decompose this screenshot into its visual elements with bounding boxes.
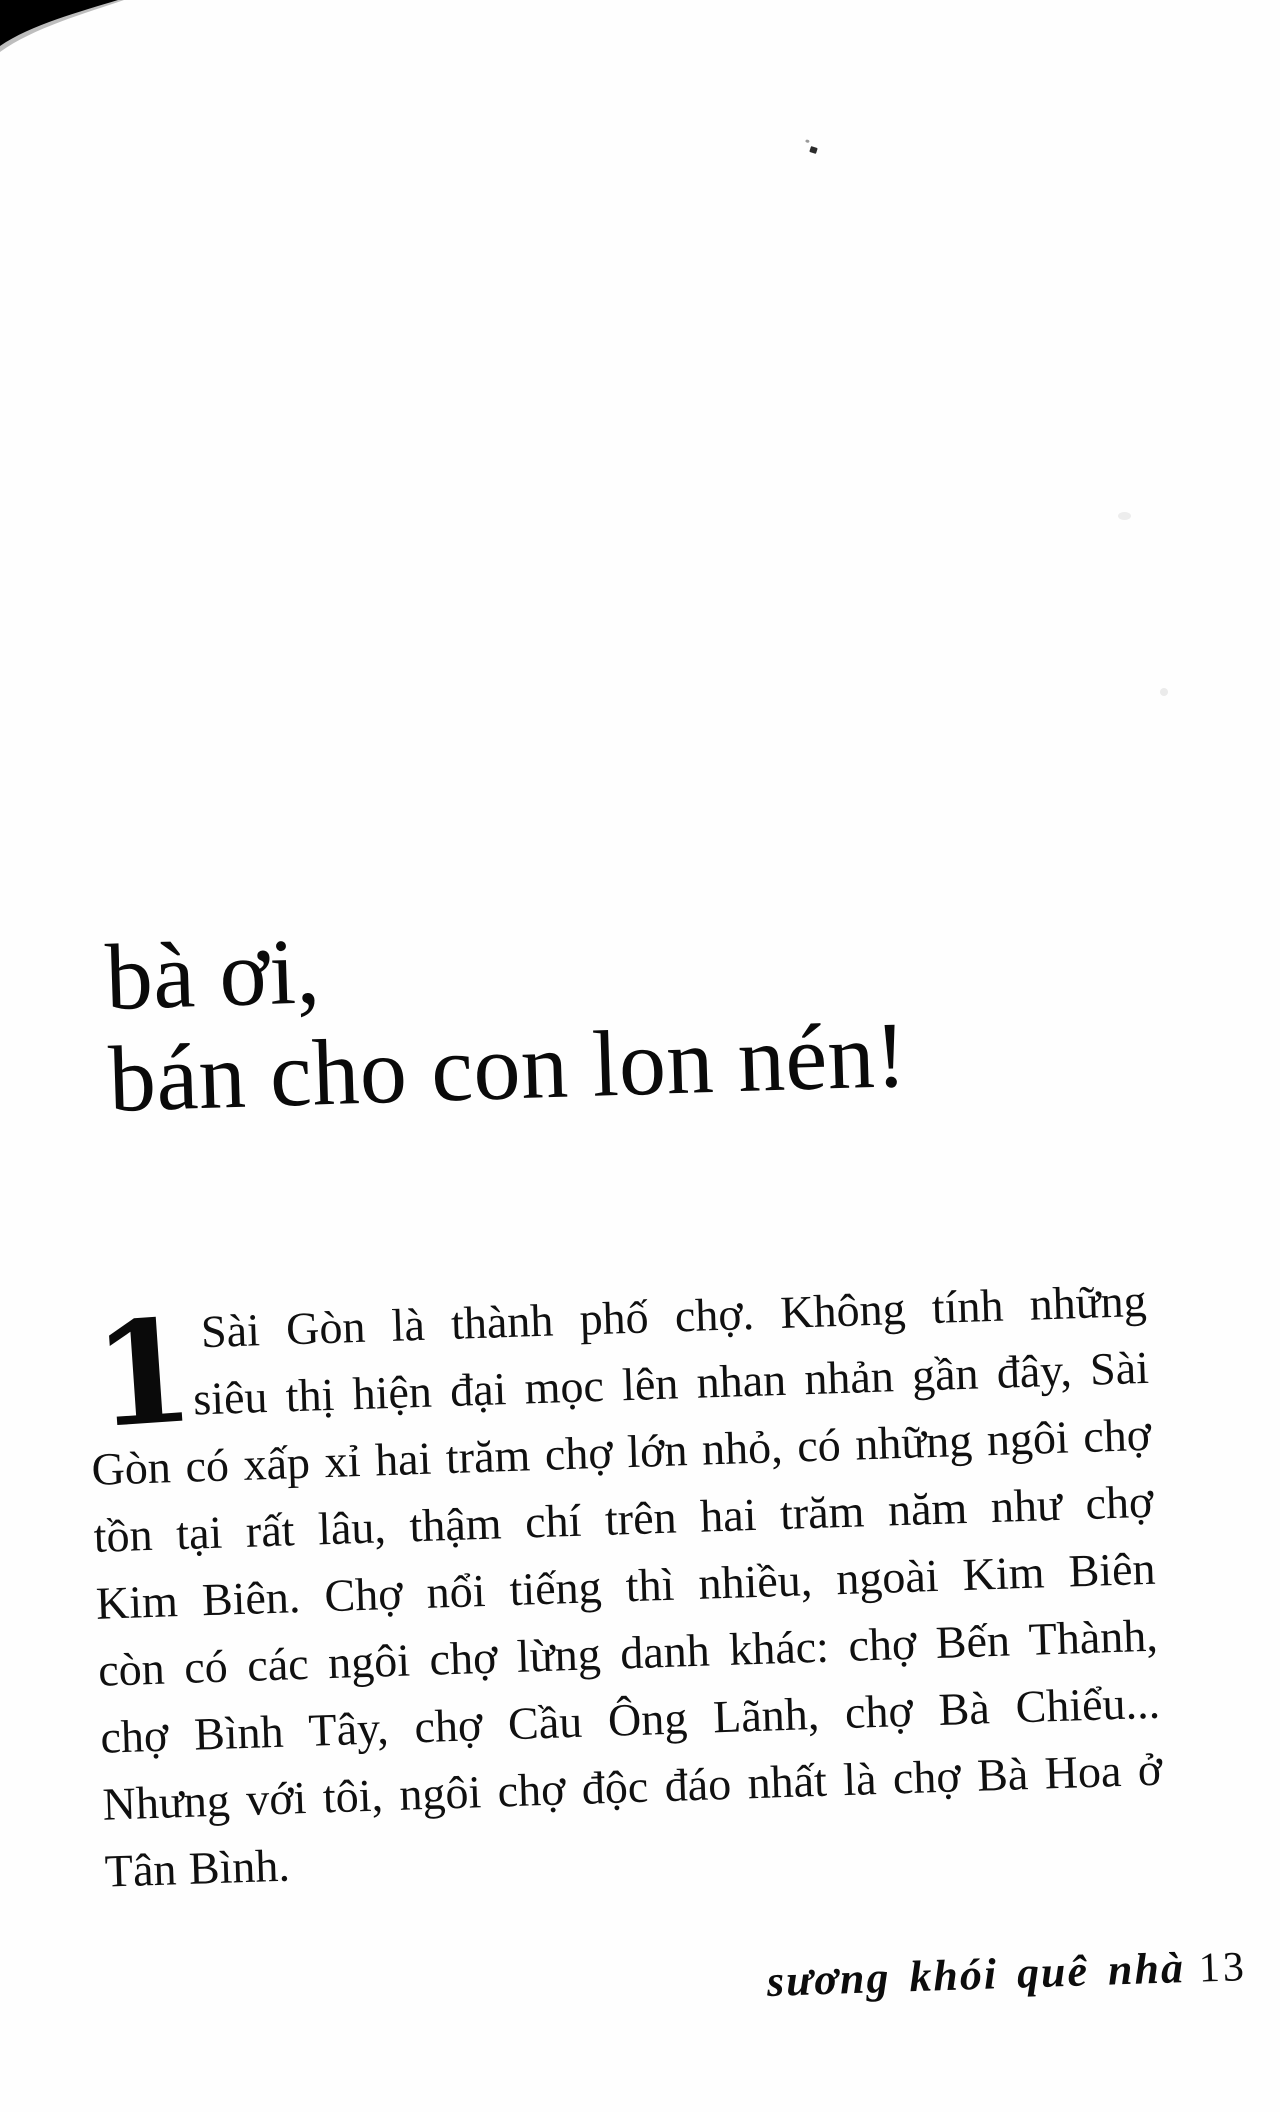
body-line: siêu thị hiện đại mọc lên nhan nhản gần đây, Sài bbox=[192, 1341, 1150, 1425]
chapter-title-line-2: bán cho con lon nén! bbox=[107, 1002, 909, 1132]
body-line: Sài Gòn là thành phố chợ. Không tính những bbox=[200, 1274, 1148, 1358]
ink-speck bbox=[809, 146, 818, 154]
body-line: Tân Bình. bbox=[104, 1839, 291, 1897]
scan-smudge bbox=[1118, 512, 1131, 520]
body-line: tồn tại rất lâu, thậm chí trên hai trăm năm như chợ bbox=[92, 1475, 1155, 1562]
body-line: còn có các ngôi chợ lừng danh khác: chợ Bến Thành, bbox=[97, 1609, 1159, 1696]
page-number: 13 bbox=[1198, 1944, 1248, 1992]
running-title: sương khói quê nhà bbox=[766, 1943, 1186, 2006]
body-line: Gòn có xấp xỉ hai trăm chợ lớn nhỏ, có những ngôi chợ bbox=[90, 1408, 1152, 1495]
body-line: Nhưng với tôi, ngôi chợ độc đáo nhất là chợ Bà Hoa ở bbox=[101, 1743, 1163, 1830]
scan-smudge bbox=[1160, 688, 1168, 696]
chapter-title-line-1: bà ơi, bbox=[103, 919, 322, 1030]
chapter-title bbox=[104, 902, 908, 1131]
scan-corner-artifact-icon bbox=[0, 0, 140, 64]
body-text bbox=[86, 1267, 1165, 1905]
running-footer bbox=[766, 1940, 1248, 2007]
body-line: chợ Bình Tây, chợ Cầu Ông Lãnh, chợ Bà Chiểu... bbox=[99, 1676, 1161, 1763]
body-line: Kim Biên. Chợ nổi tiếng thì nhiều, ngoài Kim Biên bbox=[95, 1542, 1157, 1629]
chapter-number-dropcap: 1 bbox=[88, 1287, 199, 1461]
